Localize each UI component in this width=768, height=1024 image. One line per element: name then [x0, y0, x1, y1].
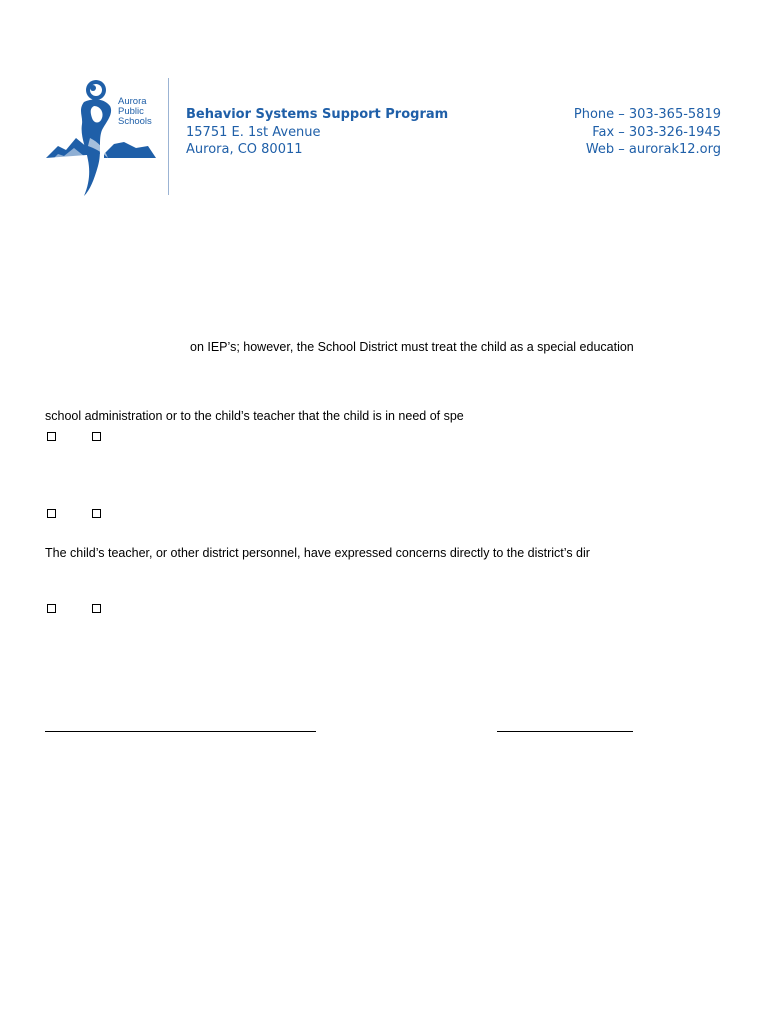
org-block	[186, 106, 448, 159]
body-line-1: on IEP’s; however, the School District must treat the child as a special education	[190, 340, 634, 354]
header-divider	[168, 78, 169, 195]
checkbox-2a[interactable]	[47, 509, 56, 518]
address-line2: Aurora, CO 80011	[186, 142, 303, 157]
aurora-public-schools-logo	[44, 76, 160, 198]
logo-text-line2: Public	[118, 106, 144, 117]
logo-text-line1: Aurora	[118, 96, 147, 107]
checkbox-3b[interactable]	[92, 604, 101, 613]
logo-text-line3: Schools	[118, 116, 152, 127]
checkbox-1a[interactable]	[47, 432, 56, 441]
checkbox-1b[interactable]	[92, 432, 101, 441]
checkbox-2b[interactable]	[92, 509, 101, 518]
address-line1: 15751 E. 1st Avenue	[186, 124, 321, 140]
contact-block	[551, 106, 721, 159]
fax-text: Fax – 303-326-1945	[592, 124, 721, 140]
signature-line[interactable]	[45, 731, 316, 732]
body-line-3: The child’s teacher, or other district personnel, have expressed concerns directly to the district’s dir	[45, 546, 590, 560]
logo-text	[118, 97, 152, 127]
body-line-2: school administration or to the child’s teacher that the child is in need of spe	[45, 409, 464, 423]
date-line[interactable]	[497, 731, 633, 732]
checkbox-3a[interactable]	[47, 604, 56, 613]
web-text: Web – aurorak12.org	[585, 142, 721, 157]
org-name: Behavior Systems Support Program	[186, 107, 449, 122]
phone-text: Phone – 303-365-5819	[573, 107, 721, 122]
